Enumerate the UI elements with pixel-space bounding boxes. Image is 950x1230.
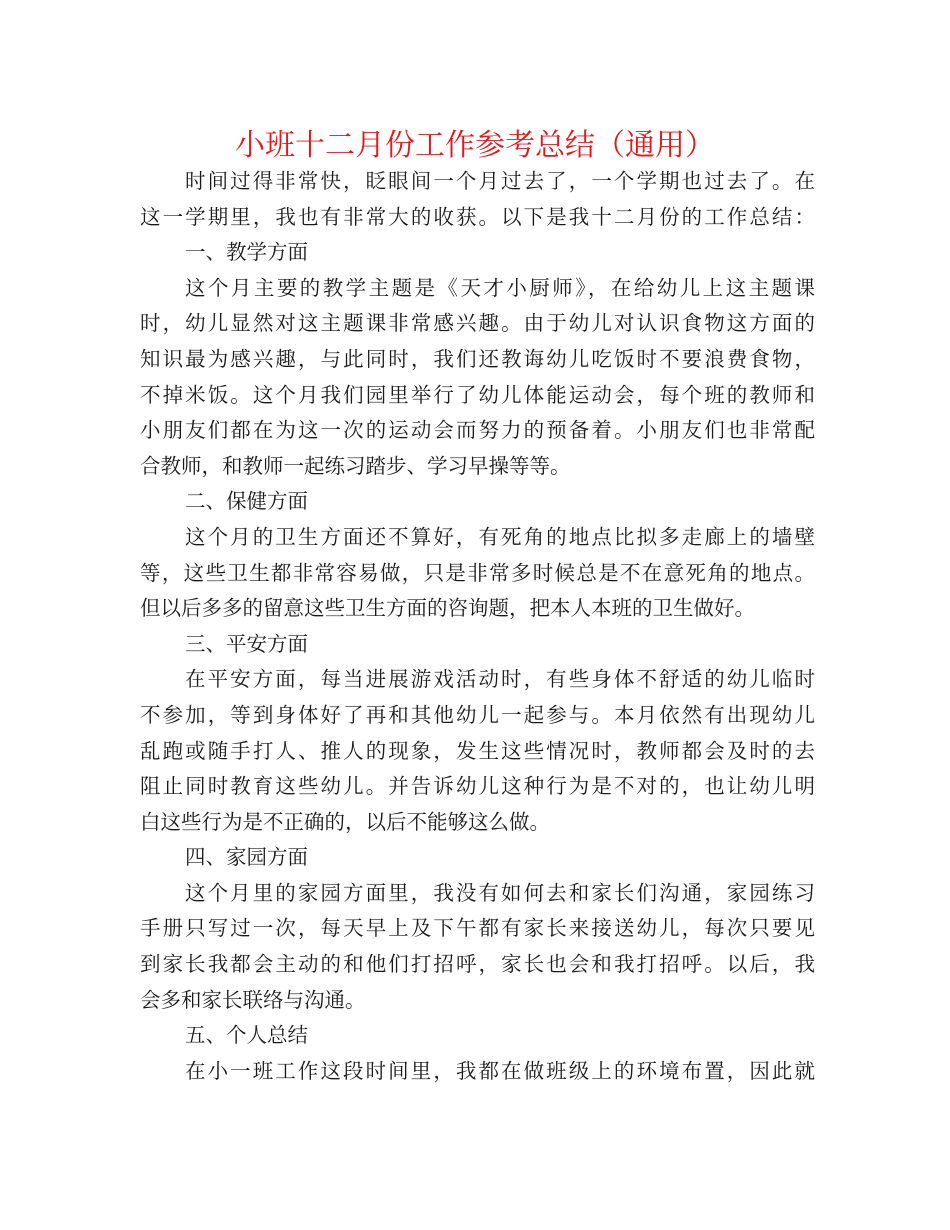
text-line: 不掉米饭。这个月我们园里举行了幼儿体能运动会，每个班的教师和: [140, 382, 815, 407]
text-line: 一、教学方面: [185, 240, 308, 265]
text-line: 但以后多多的留意这些卫生方面的咨询题，把本人本班的卫生做好。: [140, 596, 755, 621]
text-line: 二、保健方面: [185, 489, 308, 514]
text-line: 等，这些卫生都非常容易做，只是非常多时候总是不在意死角的地点。: [140, 560, 815, 585]
text-line: 五、个人总结: [185, 1023, 308, 1048]
document-body: [140, 164, 815, 1089]
text-line: 不参加，等到身体好了再和其他幼儿一起参与。本月依然有出现幼儿: [140, 702, 815, 727]
text-line: 时，幼儿显然对这主题课非常感兴趣。由于幼儿对认识食物这方面的: [140, 311, 815, 336]
text-line: 合教师，和教师一起练习踏步、学习早操等等。: [140, 453, 571, 478]
document-title: 小班十二月份工作参考总结（通用）: [235, 128, 715, 163]
text-line: 三、平安方面: [185, 631, 308, 656]
text-line: 小朋友们都在为这一次的运动会而努力的预备着。小朋友们也非常配: [140, 418, 815, 443]
text-line: 四、家园方面: [185, 845, 308, 870]
text-line: 时间过得非常快，眨眼间一个月过去了，一个学期也过去了。在: [185, 169, 815, 193]
text-line: 手册只写过一次，每天早上及下午都有家长来接送幼儿，每次只要见: [140, 916, 815, 941]
text-line: 这个月里的家园方面里，我没有如何去和家长们沟通，家园练习: [185, 880, 815, 905]
text-line: 会多和家长联络与沟通。: [140, 987, 366, 1012]
text-line: 在平安方面，每当进展游戏活动时，有些身体不舒适的幼儿临时: [185, 667, 815, 692]
text-line: 阻止同时教育这些幼儿。并告诉幼儿这种行为是不对的，也让幼儿明: [140, 774, 815, 799]
text-line: 这一学期里，我也有非常大的收获。以下是我十二月份的工作总结：: [140, 204, 815, 229]
text-line: 在小一班工作这段时间里，我都在做班级上的环境布置，因此就: [185, 1058, 815, 1083]
text-line: 知识最为感兴趣，与此同时，我们还教诲幼儿吃饭时不要浪费食物，: [140, 346, 815, 371]
text-line: 到家长我都会主动的和他们打招呼，家长也会和我打招呼。以后，我: [140, 952, 815, 977]
text-line: 这个月的卫生方面还不算好，有死角的地点比拟多走廊上的墙壁: [185, 524, 815, 549]
text-line: 乱跑或随手打人、推人的现象，发生这些情况时，教师都会及时的去: [140, 738, 815, 763]
text-line: 这个月主要的教学主题是《天才小厨师》，在给幼儿上这主题课: [185, 275, 815, 300]
text-line: 白这些行为是不正确的，以后不能够这么做。: [140, 809, 550, 834]
